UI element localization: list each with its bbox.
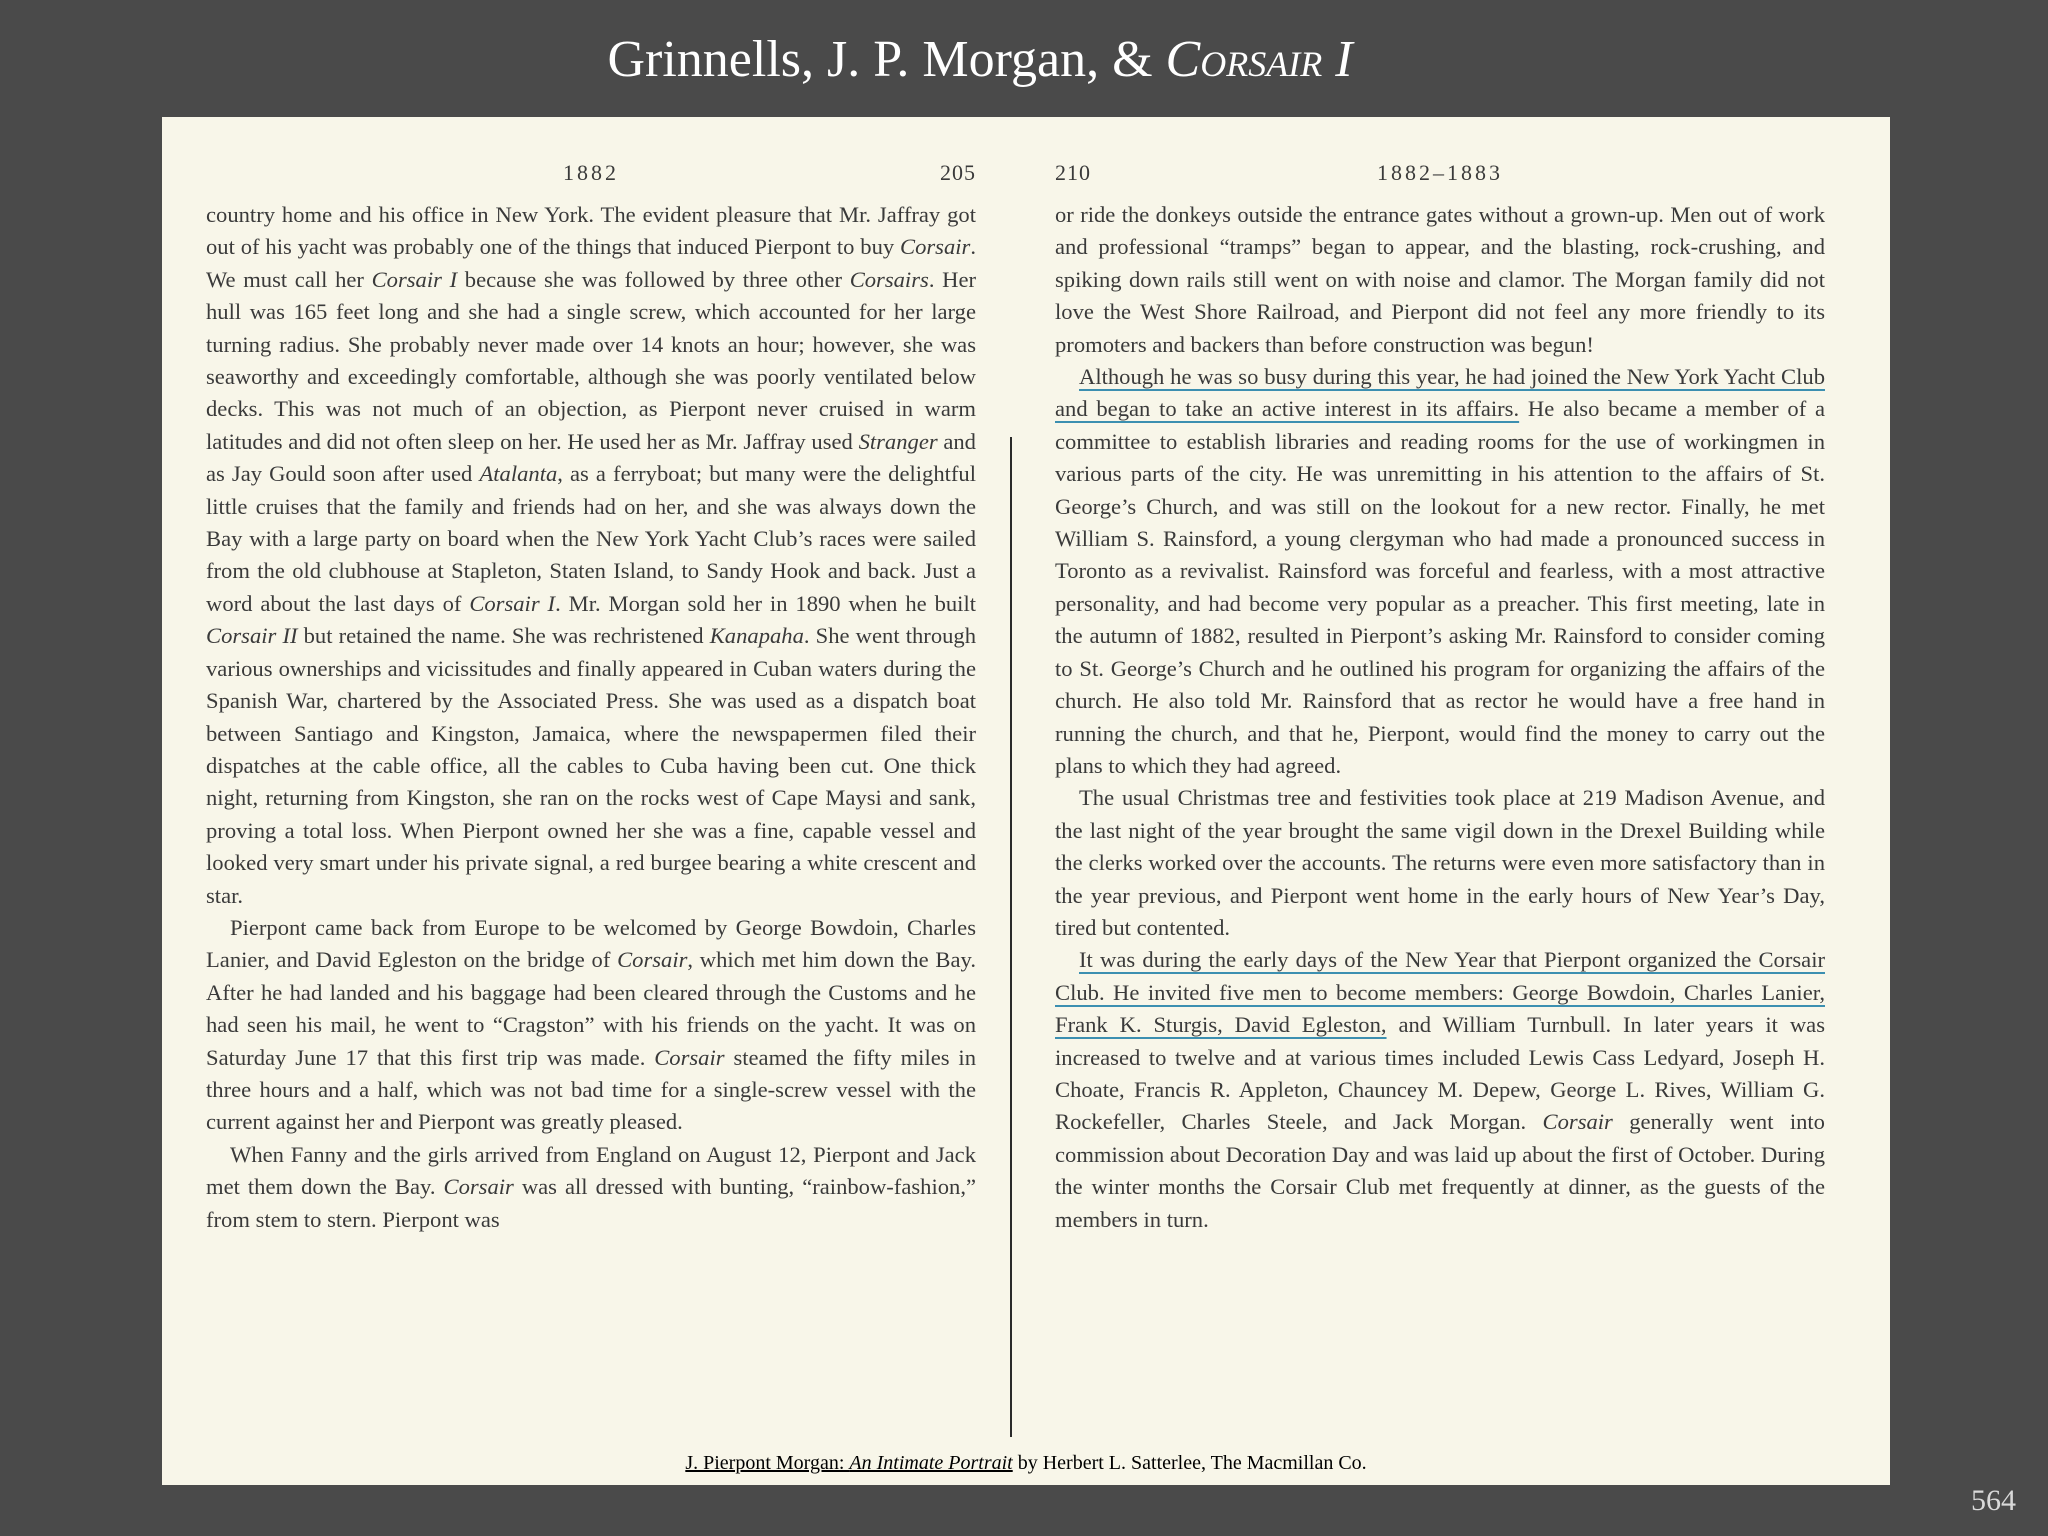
underlined-passage-2: It was during the early days of the New Year that Pierpont organized the Corsair Club. He invited five men to become members: George Bowdoin, Charles Lanier, Frank K. Sturgis, David Egleston,	[1055, 947, 1825, 1038]
right-page-header	[1055, 157, 1825, 199]
right-paragraph-2: Although he was so busy during this year, he had joined the New York Yacht Club and began to take an active interest in its affairs. He also became a member of a committee to establish libraries and reading rooms for the use of workingmen in various parts of the city. He was unremitting in his attention to the affairs of St. George’s Church, and was still on the lookout for a new rector. Finally, he met William S. Rainsford, a young clergyman who had made a pronounced success in Toronto as a revivalist. Rainsford was forceful and fearless, with a most attractive personality, and had become very popular as a preacher. This first meeting, late in the autumn of 1882, resulted in Pierpont’s asking Mr. Rainsford to consider coming to St. George’s Church and he outlined his program for organizing the affairs of the church. He also told Mr. Rainsford that as rector he would have a free hand in running the church, and that he, Pierpont, would find the money to carry out the plans to which they had agreed.	[1055, 364, 1826, 778]
slide-title-italic: Corsair I	[1165, 31, 1353, 88]
slide-number: 564	[1971, 1484, 2016, 1517]
underlined-passage-1: Although he was so busy during this year, he had joined the New York Yacht Club and began to take an active interest in its affairs.	[1055, 364, 1825, 422]
left-paragraph-3: When Fanny and the girls arrived from England on August 12, Pierpont and Jack met them down the Bay. Corsair was all dressed with bunting, “rainbow-fashion,” from stem to stern. Pierpont was	[206, 1141, 976, 1232]
left-running-head: 1882	[563, 160, 619, 185]
book-title: J. Pierpont Morgan: An Intimate Portrait	[685, 1452, 1013, 1474]
caption-author-publisher: by Herbert L. Satterlee, The Macmillan Co.	[1012, 1452, 1367, 1474]
right-paragraph-3: The usual Christmas tree and festivities took place at 219 Madison Avenue, and the last night of the year brought the same vigil down in the Drexel Building while the clerks worked over the accounts. The returns were even more satisfactory than in the year previous, and Pierpont went home in the early hours of New Year’s Day, tired but contented.	[1055, 785, 1825, 940]
page-gutter	[1010, 437, 1012, 1437]
source-caption	[162, 1452, 1890, 1475]
left-page	[206, 157, 976, 1236]
left-page-number: 205	[940, 160, 976, 185]
book-scan	[162, 117, 1890, 1485]
right-paragraph-1: or ride the donkeys outside the entrance gates without a grown-up. Men out of work and professional “tramps” began to appear, and the blasting, rock-crushing, and spiking down rails still went on with noise and clamor. The Morgan family did not love the West Shore Railroad, and Pierpont did not feel any more friendly to its promoters and backers than before construction was begun!	[1055, 202, 1825, 357]
left-page-header	[206, 157, 976, 199]
left-paragraph-1: country home and his office in New York. The evident pleasure that Mr. Jaffray got out of his yacht was probably one of the things that induced Pierpont to buy Corsair. We must call her Corsair I because she was followed by three other Corsairs. Her hull was 165 feet long and she had a single screw, which accounted for her large turning radius. She probably never made over 14 knots an hour; however, she was seaworthy and exceedingly comfortable, although she was poorly ventilated below decks. This was not much of an objection, as Pierpont never cruised in warm latitudes and did not often sleep on her. He used her as Mr. Jaffray used Stranger and as Jay Gould soon after used Atalanta, as a ferryboat; but many were the delightful little cruises that the family and friends had on her, and she was always down the Bay with a large party on board when the New York Yacht Club’s races were sailed from the old clubhouse at Stapleton, Staten Island, to Sandy Hook and back. Just a word about the last days of Corsair I. Mr. Morgan sold her in 1890 when he built Corsair II but retained the name. She was rechristened Kanapaha. She went through various ownerships and vicissitudes and finally appeared in Cuban waters during the Spanish War, chartered by the Associated Press. She was used as a dispatch boat between Santiago and Kingston, Jamaica, where the newspapermen filed their dispatches at the cable office, all the cables to Cuba having been cut. One thick night, returning from Kingston, she ran on the rocks west of Cape Maysi and sank, proving a total loss. When Pierpont owned her she was a fine, capable vessel and looked very smart under his private signal, a red burgee bearing a white crescent and star.	[206, 202, 977, 908]
slide-title-text: Grinnells, J. P. Morgan, &	[607, 31, 1166, 88]
left-paragraph-2: Pierpont came back from Europe to be welcomed by George Bowdoin, Charles Lanier, and David Egleston on the bridge of Corsair, which met him down the Bay. After he had landed and his baggage had been cleared through the Customs and he had seen his mail, he went to “Cragston” with his friends on the yacht. It was on Saturday June 17 that this first trip was made. Corsair steamed the fifty miles in three hours and a half, which was not bad time for a single-screw vessel with the current against her and Pierpont was greatly pleased.	[206, 914, 977, 1135]
slide-title	[0, 28, 1960, 92]
right-running-head: 1882–1883	[1377, 160, 1503, 185]
right-page	[1055, 157, 1825, 1236]
right-page-number: 210	[1055, 160, 1091, 185]
right-paragraph-4: It was during the early days of the New Year that Pierpont organized the Corsair Club. He invited five men to become members: George Bowdoin, Charles Lanier, Frank K. Sturgis, David Egleston, and William Turnbull. In later years it was increased to twelve and at various times included Lewis Cass Ledyard, Joseph H. Choate, Francis R. Appleton, Chauncey M. Depew, George L. Rives, William G. Rockefeller, Charles Steele, and Jack Morgan. Corsair generally went into commission about Decoration Day and was laid up about the first of October. During the winter months the Corsair Club met frequently at dinner, as the guests of the members in turn.	[1055, 947, 1825, 1232]
